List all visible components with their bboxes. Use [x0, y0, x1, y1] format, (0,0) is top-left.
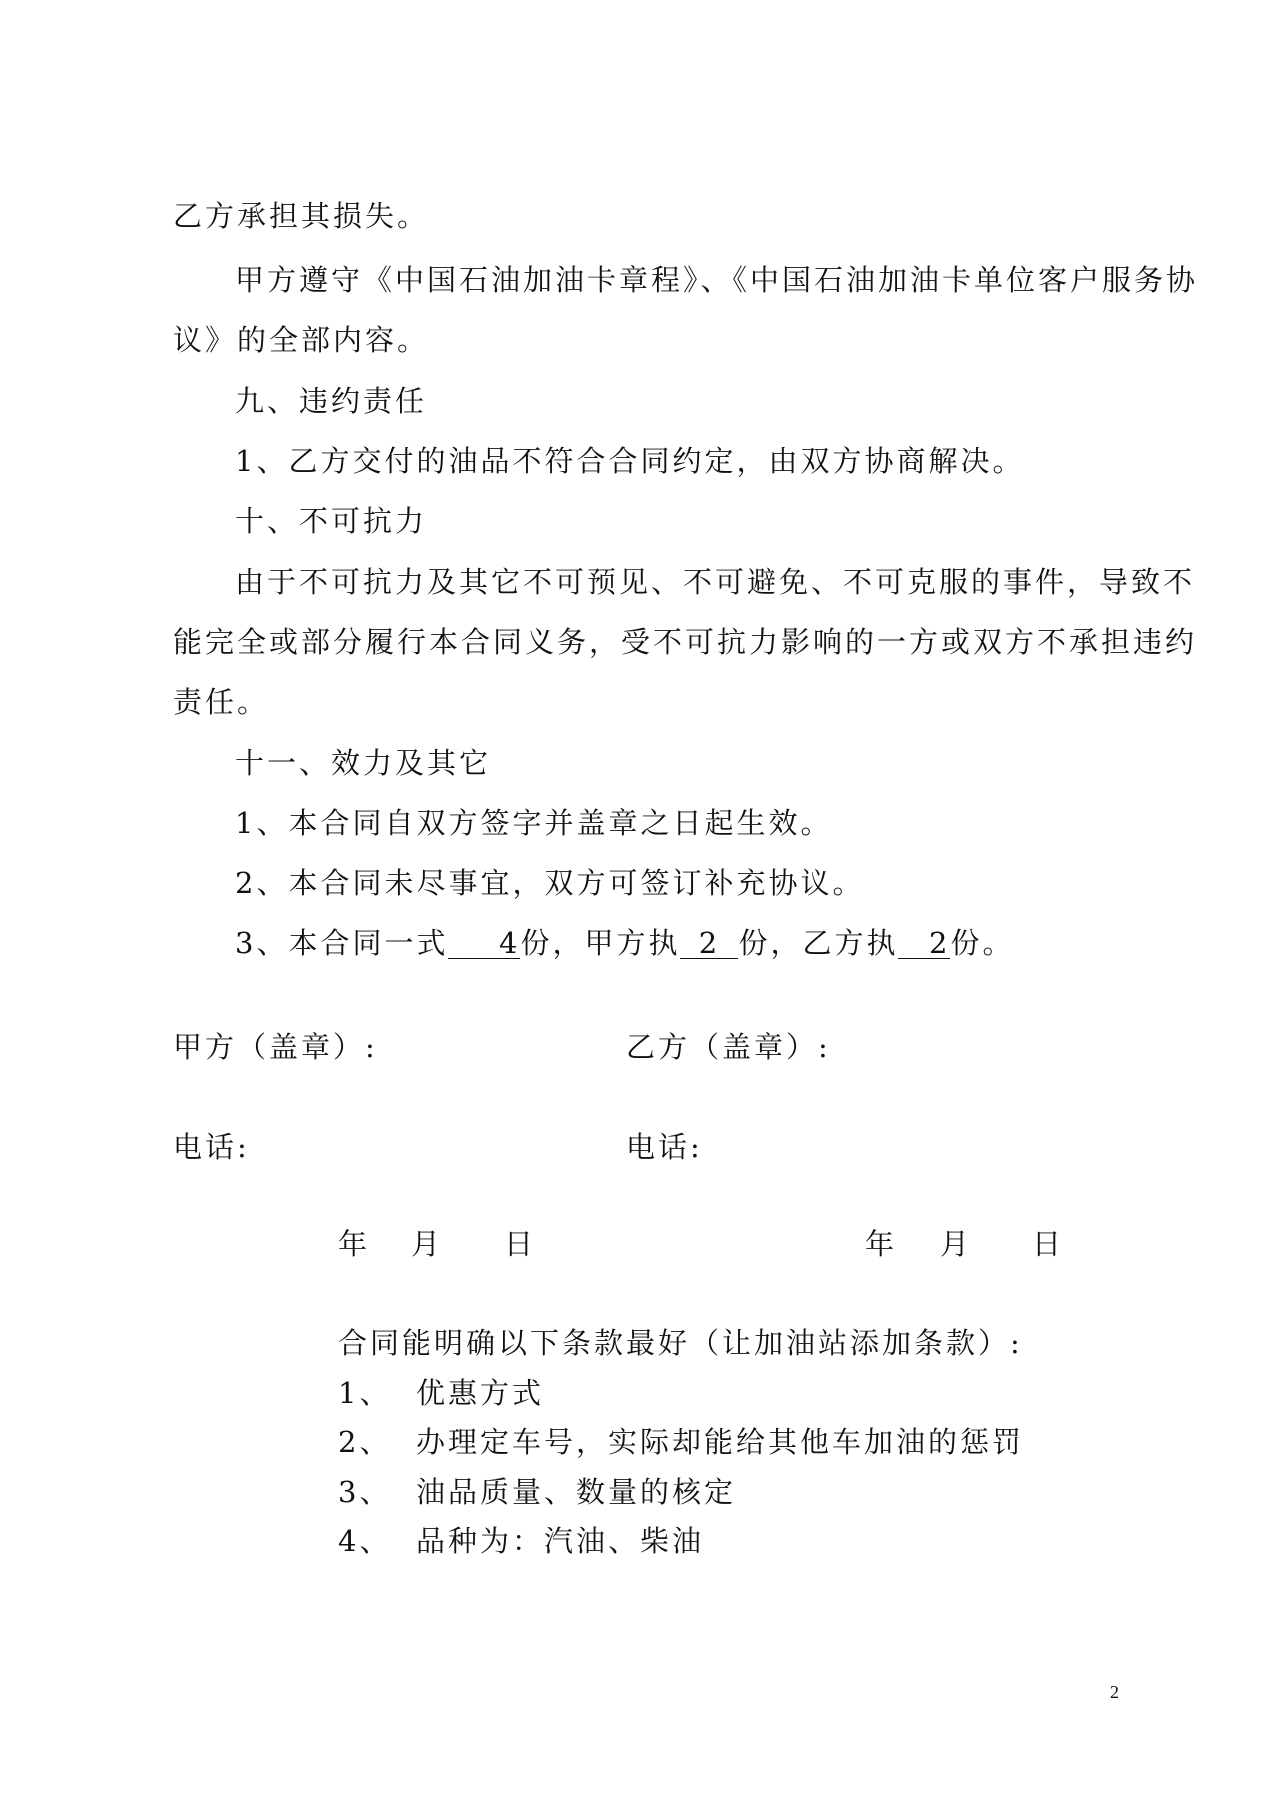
list-item — [0, 1375, 1280, 1415]
section-heading-validity: 十一、效力及其它 — [235, 746, 492, 780]
date-month-label: 月 — [411, 1227, 444, 1261]
list-item-number: 3、 — [338, 1475, 392, 1509]
list-item-number: 4、 — [338, 1524, 392, 1558]
date-day-label: 日 — [504, 1227, 537, 1261]
date-day-label: 日 — [1032, 1227, 1065, 1261]
party-a-date — [0, 1226, 1280, 1266]
section-heading-force-majeure: 十、不可抗力 — [235, 504, 428, 538]
party-a-seal-label: 甲方（盖章）: — [173, 1030, 378, 1064]
paragraph-force-majeure-line3: 责任。 — [173, 685, 270, 719]
party-b-seal-label: 乙方（盖章）: — [626, 1030, 831, 1064]
date-year-label: 年 — [338, 1227, 371, 1261]
list-item-text: 油品质量、数量的核定 — [416, 1475, 737, 1509]
paragraph-compliance-line2: 议》的全部内容。 — [173, 323, 430, 357]
party-b-phone-label: 电话: — [626, 1130, 703, 1164]
list-item-text: 办理定车号，实际却能给其他车加油的惩罚 — [416, 1425, 1025, 1459]
date-month-label: 月 — [940, 1227, 973, 1261]
notes-intro: 合同能明确以下条款最好（让加油站添加条款）: — [338, 1326, 1023, 1360]
list-item — [0, 1474, 1280, 1514]
copies-party-b-field: 2 — [898, 928, 950, 959]
paragraph-force-majeure-line1: 由于不可抗力及其它不可预见、不可避免、不可克服的事件，导致不 — [235, 565, 1196, 599]
party-a-phone-label: 电话: — [173, 1130, 250, 1164]
copies-clause-prefix: 3、本合同一式 — [235, 926, 449, 960]
copies-clause-mid1: 份，甲方执 — [520, 926, 681, 960]
copies-clause-mid2: 份，乙方执 — [738, 926, 899, 960]
list-item-number: 2、 — [338, 1425, 392, 1459]
list-item — [0, 1424, 1280, 1464]
section-heading-breach: 九、违约责任 — [235, 384, 428, 418]
clause-validity-3 — [235, 925, 1015, 961]
page-number: 2 — [1110, 1682, 1119, 1702]
list-item — [0, 1523, 1280, 1563]
copies-party-a-field: 2 — [680, 928, 738, 959]
clause-breach-1: 1、乙方交付的油品不符合合同约定，由双方协商解决。 — [235, 444, 1025, 478]
copies-total-field: 4 — [448, 928, 520, 959]
date-year-label: 年 — [865, 1227, 898, 1261]
clause-validity-1: 1、本合同自双方签字并盖章之日起生效。 — [235, 806, 833, 840]
list-item-text: 品种为：汽油、柴油 — [416, 1524, 705, 1558]
copies-clause-end: 份。 — [950, 926, 1015, 960]
list-item-text: 优惠方式 — [416, 1376, 545, 1410]
list-item-number: 1、 — [338, 1376, 392, 1410]
paragraph-loss: 乙方承担其损失。 — [173, 199, 430, 233]
paragraph-force-majeure-line2: 能完全或部分履行本合同义务，受不可抗力影响的一方或双方不承担违约 — [173, 625, 1198, 659]
paragraph-compliance-line1: 甲方遵守《中国石油加油卡章程》、《中国石油加油卡单位客户服务协 — [235, 263, 1199, 297]
clause-validity-2: 2、本合同未尽事宜，双方可签订补充协议。 — [235, 866, 865, 900]
